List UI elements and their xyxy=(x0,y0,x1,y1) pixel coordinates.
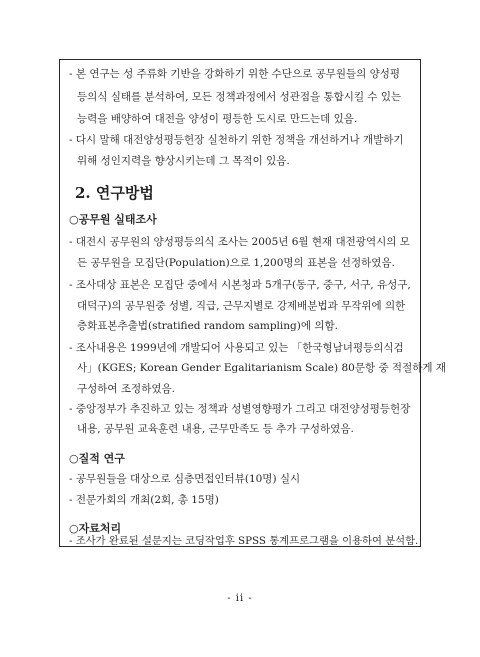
intro-bullet-1-line-2: 등의식 실태를 분석하여, 모든 정책과정에서 성관점을 통합시킬 수 있는 xyxy=(77,91,402,103)
survey-bullet-1-line-2: 든 공무원을 모집단(Population)으로 1,200명의 표본을 선정하였음. xyxy=(77,257,395,269)
survey-heading: ○공무원 실태조사 xyxy=(69,213,157,226)
qualitative-bullet-1: - 공무원들을 대상으로 심층면접인터뷰(10명) 실시 xyxy=(69,473,301,485)
qualitative-bullet-2: - 전문가회의 개최(2회, 총 15명) xyxy=(69,494,219,506)
intro-bullet-1-line-3: 능력을 배양하여 대전을 양성이 평등한 도시로 만드는데 있음. xyxy=(77,113,358,125)
page-number: - ii - xyxy=(227,593,253,604)
survey-bullet-2-line-3: 층화표본추출법(stratified random sampling)에 의함. xyxy=(77,320,338,332)
intro-bullet-1-line-1: - 본 연구는 성 주류화 기반을 강화하기 위한 수단으로 공무원들의 양성평 xyxy=(69,68,401,80)
survey-bullet-1-line-1: - 대전시 공무원의 양성평등의식 조사는 2005년 6월 현재 대전광역시의 모 xyxy=(69,236,410,248)
survey-bullet-3-line-2: 사」(KGES; Korean Gender Egalitarianism Scale) 80문항 중 적절하게 재 xyxy=(77,362,446,374)
survey-bullet-2-line-1: - 조사대상 표본은 모집단 중에서 시본청과 5개구(동구, 중구, 서구, 유성구, xyxy=(69,279,411,291)
survey-bullet-4-line-2: 내용, 공무원 교육훈련 내용, 근무만족도 등 추가 구성하였음. xyxy=(77,423,354,435)
qualitative-heading: ○질적 연구 xyxy=(69,452,125,465)
intro-bullet-2-line-2: 위해 성인지력을 향상시키는데 그 목적이 있음. xyxy=(77,155,290,167)
intro-bullet-2-line-1: - 다시 말해 대전양성평등헌장 실천하기 위한 정책을 개선하거나 개발하기 xyxy=(69,134,404,146)
section-title: 2. 연구방법 xyxy=(75,184,154,202)
survey-bullet-4-line-1: - 중앙정부가 추진하고 있는 정책과 성별영향평가 그리고 대전양성평등헌장 xyxy=(69,403,411,415)
survey-bullet-3-line-1: - 조사내용은 1999년에 개발되어 사용되고 있는 「한국형남녀평등의식검 xyxy=(69,342,404,354)
data-processing-heading: ○자료처리 xyxy=(69,522,122,535)
survey-bullet-2-line-2: 대덕구)의 공무원중 성별, 직급, 근무지별로 강제배분법과 무작위에 의한 xyxy=(77,300,406,312)
data-processing-bullet-1: - 조사가 완료된 설문지는 코딩작업후 SPSS 통계프로그램을 이용하여 분석함. xyxy=(69,535,419,547)
survey-bullet-3-line-3: 구성하여 조정하였음. xyxy=(77,383,175,395)
